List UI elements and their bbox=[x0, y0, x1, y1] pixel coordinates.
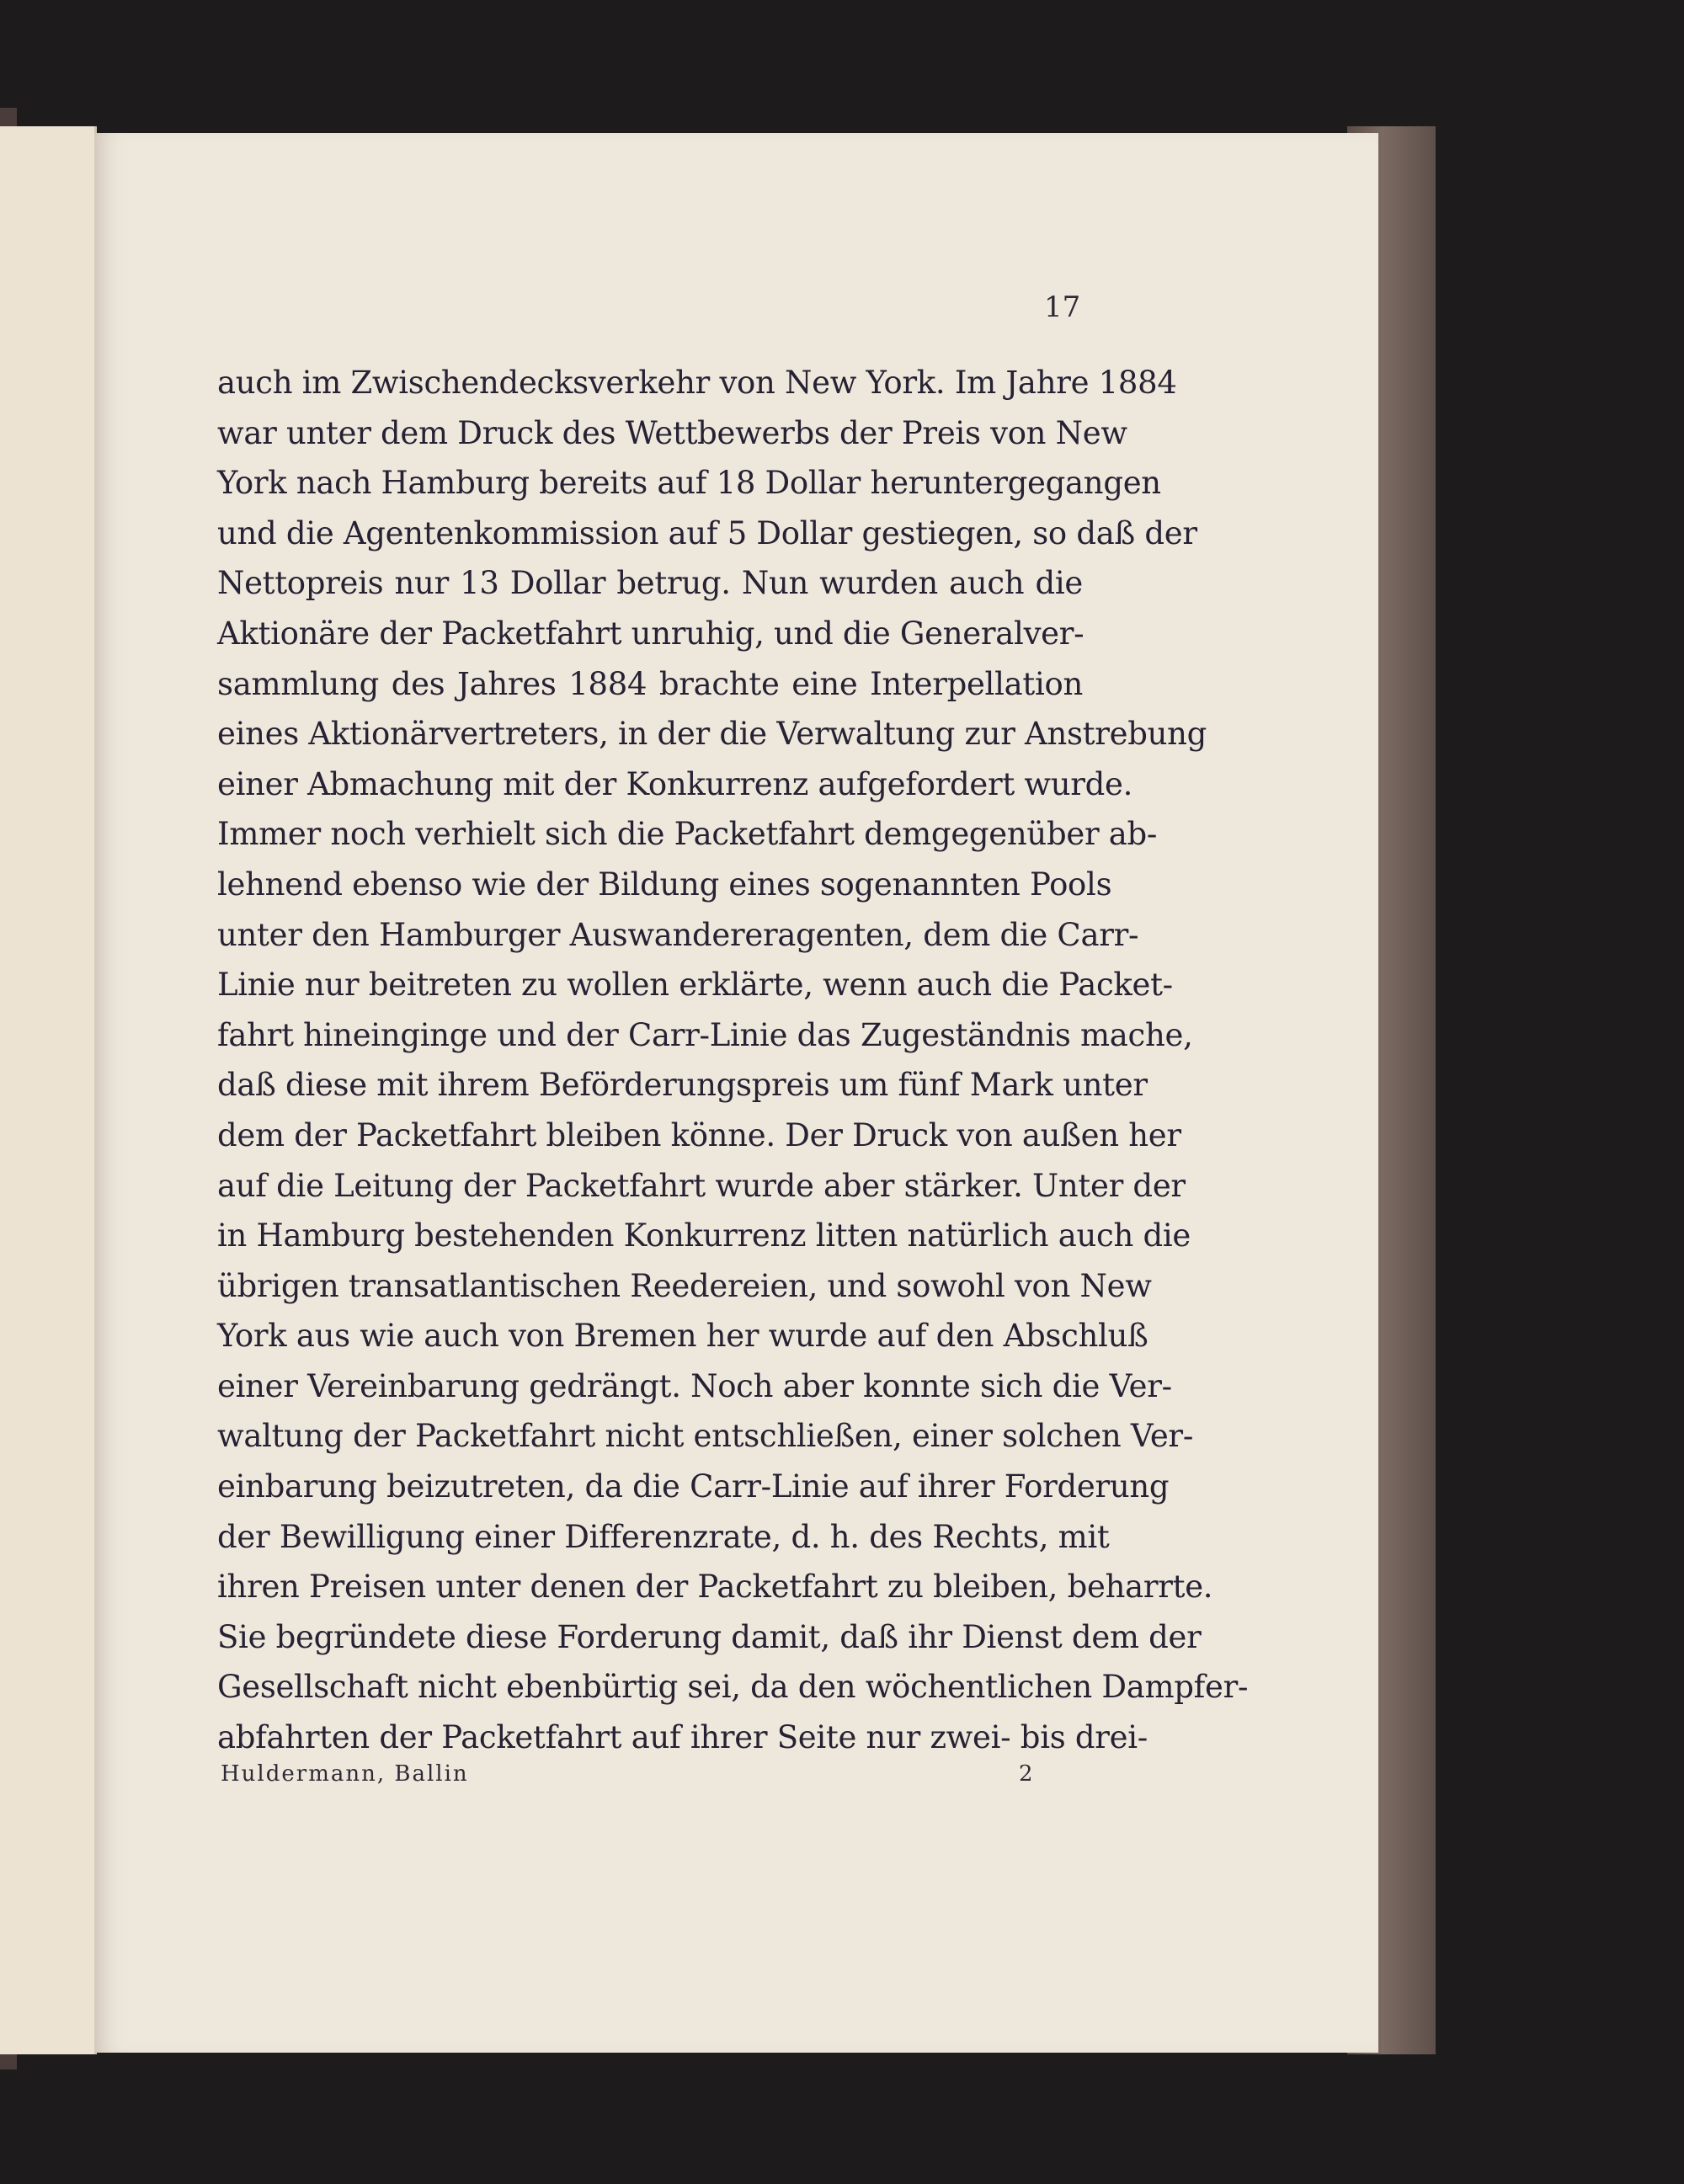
text-line: York aus wie auch von Bremen her wurde auf den Abschluß bbox=[217, 1318, 1148, 1355]
text-line: einer Abmachung mit der Konkurrenz aufgefordert wurde. bbox=[217, 765, 1133, 802]
text-line: York nach Hamburg bereits auf 18 Dollar heruntergegangen bbox=[217, 465, 1161, 502]
text-line: dem der Packetfahrt bleiben könne. Der Druck von außen her bbox=[217, 1116, 1181, 1153]
left-page-edge bbox=[0, 126, 97, 2054]
text-line: Gesellschaft nicht ebenbürtig sei, da den wöchentlichen Dampfer- bbox=[217, 1669, 1249, 1706]
text-line: lehnend ebenso wie der Bildung eines sogenannten Pools bbox=[217, 866, 1112, 903]
text-line: Sie begründete diese Forderung damit, daß ihr Dienst dem der bbox=[217, 1618, 1202, 1655]
text-line: ihren Preisen unter denen der Packetfahrt zu bleiben, beharrte. bbox=[217, 1569, 1213, 1606]
text-line: Linie nur beitreten zu wollen erklärte, wenn auch die Packet- bbox=[217, 967, 1173, 1004]
text-line: daß diese mit ihrem Beförderungspreis um fünf Mark unter bbox=[217, 1067, 1148, 1104]
text-line: auf die Leitung der Packetfahrt wurde aber stärker. Unter der bbox=[217, 1167, 1186, 1204]
text-line: abfahrten der Packetfahrt auf ihrer Seite nur zwei- bis drei- bbox=[217, 1719, 1148, 1756]
body-text bbox=[217, 358, 1249, 1763]
text-line: sammlung des Jahres 1884 brachte eine Interpellation bbox=[217, 665, 1083, 702]
text-line: Immer noch verhielt sich die Packetfahrt demgegenüber ab- bbox=[217, 816, 1158, 853]
text-line: in Hamburg bestehenden Konkurrenz litten natürlich auch die bbox=[217, 1217, 1191, 1254]
text-line: der Bewilligung einer Differenzrate, d. h. des Rechts, mit bbox=[217, 1518, 1110, 1555]
text-line: auch im Zwischendecksverkehr von New York. Im Jahre 1884 bbox=[217, 365, 1177, 401]
text-line: Aktionäre der Packetfahrt unruhig, und die Generalver- bbox=[217, 615, 1084, 652]
text-line: waltung der Packetfahrt nicht entschließen, einer solchen Ver- bbox=[217, 1418, 1194, 1455]
text-line: unter den Hamburger Auswandereragenten, dem die Carr- bbox=[217, 916, 1139, 953]
text-line: und die Agentenkommission auf 5 Dollar gestiegen, so daß der bbox=[217, 514, 1197, 551]
text-line: war unter dem Druck des Wettbewerbs der Preis von New bbox=[217, 414, 1127, 451]
footer-signature: Huldermann, Ballin bbox=[221, 1761, 469, 1787]
footer-sheet-number: 2 bbox=[1019, 1761, 1033, 1787]
text-line: übrigen transatlantischen Reedereien, und sowohl von New bbox=[217, 1267, 1152, 1304]
text-line: einer Vereinbarung gedrängt. Noch aber konnte sich die Ver- bbox=[217, 1367, 1172, 1404]
text-line: einbarung beizutreten, da die Carr-Linie auf ihrer Forderung bbox=[217, 1468, 1170, 1505]
text-line: eines Aktionärvertreters, in der die Verwaltung zur Anstrebung bbox=[217, 716, 1207, 753]
text-line: fahrt hineinginge und der Carr-Linie das Zugeständnis mache, bbox=[217, 1016, 1193, 1053]
page-number: 17 bbox=[1044, 290, 1081, 324]
text-line: Nettopreis nur 13 Dollar betrug. Nun wurden auch die bbox=[217, 565, 1083, 602]
